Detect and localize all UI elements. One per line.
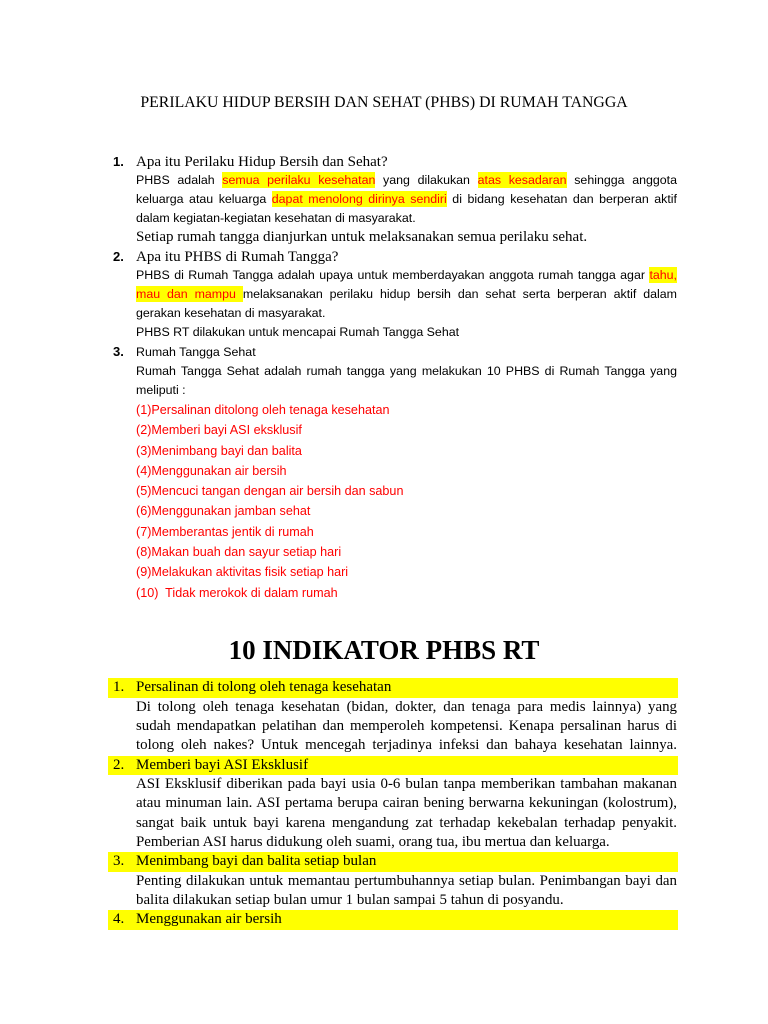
list-item: (8)Makan buah dan sayur setiap hari: [136, 545, 342, 560]
list-item: (5)Mencuci tangan dengan air bersih dan sabun: [136, 484, 404, 499]
list-item: (6)Menggunakan jamban sehat: [136, 504, 311, 519]
text-segment: sehingga anggota: [566, 172, 677, 187]
indicator-list: [108, 678, 678, 929]
indicator-number: 3.: [113, 853, 125, 870]
list-item: (4)Menggunakan air bersih: [136, 463, 287, 478]
text-segment: di bidang kesehatan dan berperan aktif: [446, 191, 677, 206]
section-number: 2.: [113, 248, 124, 264]
indicator-text-line: Pemberian ASI harus didukung oleh suami, orang tua, ibu mertua dan keluarga.: [136, 833, 610, 850]
indicator-heading: [108, 910, 678, 929]
paragraph-line: [136, 209, 677, 228]
section-1-heading-row: [113, 152, 677, 171]
list-item: (7)Memberantas jentik di rumah: [136, 524, 314, 539]
section-question: Apa itu PHBS di Rumah Tangga?: [136, 248, 339, 265]
indicator-title: Persalinan di tolong oleh tenaga kesehatan: [136, 679, 392, 696]
list-item: (10) Tidak merokok di dalam rumah: [136, 585, 338, 600]
indicator-text-line: Penting dilakukan untuk memantau pertumbuhannya setiap bulan. Penimbangan bayi dan: [136, 872, 677, 889]
section-note: PHBS RT dilakukan untuk mencapai Rumah Tangga Sehat: [136, 325, 460, 340]
indicator-text-line: ASI Eksklusif diberikan pada bayi usia 0-6 bulan tanpa memberikan tambahan makanan: [136, 775, 677, 792]
section-number: 1.: [113, 153, 124, 169]
indicator-title: Menggunakan air bersih: [136, 911, 282, 928]
paragraph-line: [136, 304, 677, 323]
phbs-ten-behaviours-list: [136, 400, 677, 603]
indicators-heading: 10 INDIKATOR PHBS RT: [228, 635, 540, 665]
phbs-intro-sections: [113, 152, 677, 400]
paragraph-line: [136, 190, 677, 209]
paragraph-line: [136, 285, 677, 304]
text-segment: Rumah Tangga Sehat adalah rumah tangga yang melakukan 10 PHBS di Rumah Tangga yang: [136, 363, 677, 378]
paragraph-line: [136, 171, 677, 190]
section-2-heading-row: [113, 247, 677, 266]
highlighted-text: dapat menolong dirinya sendiri: [271, 191, 447, 206]
indicator-heading: [108, 756, 678, 775]
paragraph-line: [136, 381, 677, 400]
text-segment: yang dilakukan: [375, 172, 478, 187]
section-question: Rumah Tangga Sehat: [136, 345, 256, 360]
indicator-number: 4.: [113, 911, 125, 928]
indicator-title: Menimbang bayi dan balita setiap bulan: [136, 853, 377, 870]
indicator-text-line: sangat baik untuk bayi karena mengandung zat terhadap kekebalan terhadap penyakit.: [136, 814, 677, 831]
text-segment: PHBS adalah: [136, 172, 223, 187]
paragraph-line: [136, 362, 677, 381]
indicator-number: 1.: [113, 679, 125, 696]
text-segment: meliputi :: [136, 382, 186, 397]
indicator-text-line: atau minuman lain. ASI pertama berupa cairan bening berwarna kekuningan (kolostrum),: [136, 795, 677, 812]
indicator-title: Memberi bayi ASI Eksklusif: [136, 756, 309, 773]
indicator-heading: [108, 852, 678, 871]
highlighted-text: mau dan mampu: [136, 287, 243, 302]
text-segment: dalam kegiatan-kegiatan kesehatan di masyarakat.: [136, 210, 416, 225]
text-segment: gerakan kesehatan di masyarakat.: [136, 306, 326, 321]
document-title: PERILAKU HIDUP BERSIH DAN SEHAT (PHBS) DI RUMAH TANGGA: [140, 94, 628, 111]
indicator-text-line: tolong oleh nakes? Untuk mencegah terjadinya infeksi dan bahaya kesehatan lainnya.: [136, 737, 677, 754]
section-3-heading-row: [113, 342, 677, 361]
text-segment: melaksanakan perilaku hidup bersih dan sehat serta berperan aktif dalam: [242, 287, 677, 302]
text-segment: keluarga atau keluarga: [136, 191, 272, 206]
list-item: (9)Melakukan aktivitas fisik setiap hari: [136, 565, 349, 580]
highlighted-text: atas kesadaran: [477, 172, 567, 187]
indicator-text-line: sudah mendapatkan pelatihan dan memperoleh kompetensi. Kenapa persalinan harus di: [136, 717, 677, 734]
section-question: Apa itu Perilaku Hidup Bersih dan Sehat?: [136, 153, 388, 170]
highlighted-text: semua perilaku kesehatan: [222, 172, 376, 187]
indicator-heading: [108, 678, 678, 697]
list-item: (2)Memberi bayi ASI eksklusif: [136, 423, 302, 438]
section-number: 3.: [113, 344, 124, 360]
list-item: (3)Menimbang bayi dan balita: [136, 443, 302, 458]
indicator-text-line: Di tolong oleh tenaga kesehatan (bidan, dokter, dan tenaga para medis lainnya) yang: [136, 698, 677, 715]
indicator-number: 2.: [113, 756, 125, 773]
text-segment: PHBS di Rumah Tangga adalah upaya untuk memberdayakan anggota rumah tangga agar: [136, 268, 650, 283]
paragraph-line: [136, 266, 677, 285]
list-item: (1)Persalinan ditolong oleh tenaga kesehatan: [136, 403, 390, 417]
highlighted-text: tahu,: [649, 268, 677, 283]
section-note: Setiap rumah tangga dianjurkan untuk melaksanakan semua perilaku sehat.: [136, 228, 588, 245]
indicator-text-line: balita dilakukan setiap bulan umur 1 bulan sampai 5 tahun di posyandu.: [136, 891, 564, 908]
